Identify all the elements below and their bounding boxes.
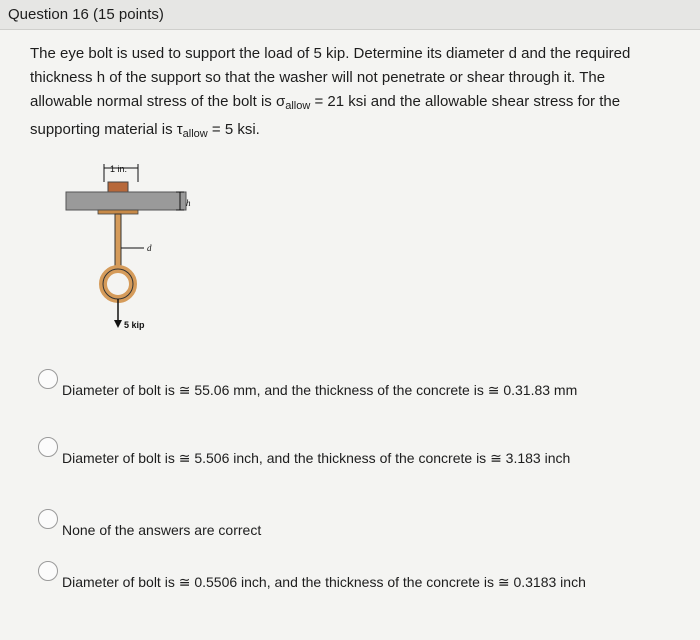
radio-button-4[interactable] xyxy=(38,561,58,581)
radio-button-1[interactable] xyxy=(38,369,58,389)
prompt-text-1: The eye bolt is used to support the load of 5 kip. Determine its diameter d and the required thickness h of the support so that the washer will not penetrate or shear through it. The allowable normal stress of the bolt is σ xyxy=(30,45,631,110)
washer xyxy=(98,210,138,214)
top-dimension-label: 1 in. xyxy=(110,164,128,174)
prompt-text-3: = 5 ksi. xyxy=(207,121,260,138)
answer-option-2-text xyxy=(62,448,662,468)
answer-option-3-text xyxy=(62,520,662,540)
load-arrow xyxy=(114,320,122,328)
question-title: Question 16 (15 points) xyxy=(8,6,164,23)
option-4-label: Diameter of bolt is ≅ 0.5506 inch, and the thickness of the concrete is ≅ 0.3183 inch xyxy=(62,574,586,590)
bolt-shank xyxy=(115,214,121,272)
tau-subscript: allow xyxy=(182,128,208,140)
option-1-label: Diameter of bolt is ≅ 55.06 mm, and the thickness of the concrete is ≅ 0.31.83 mm xyxy=(62,382,578,398)
load-label: 5 kip xyxy=(124,320,145,330)
concrete-support xyxy=(66,192,186,210)
option-3-label: None of the answers are correct xyxy=(62,522,262,538)
question-prompt xyxy=(30,42,670,146)
question-header xyxy=(0,0,700,30)
radio-button-3[interactable] xyxy=(38,509,58,529)
answer-option-4-text xyxy=(62,572,662,592)
d-label: d xyxy=(147,243,152,253)
answer-option-1-text xyxy=(62,380,662,400)
prompt-text-2: = 21 ksi and the allowable shear stress for the supporting material is τ xyxy=(30,93,621,138)
sigma-subscript: allow xyxy=(285,100,311,112)
radio-button-2[interactable] xyxy=(38,437,58,457)
eye-bolt-figure xyxy=(58,158,218,348)
h-label: h xyxy=(186,198,191,208)
bolt-head xyxy=(108,182,128,192)
eye-bolt-diagram xyxy=(58,158,218,348)
bolt-eye-outline xyxy=(103,269,133,299)
option-2-label: Diameter of bolt is ≅ 5.506 inch, and the thickness of the concrete is ≅ 3.183 inch xyxy=(62,450,571,466)
